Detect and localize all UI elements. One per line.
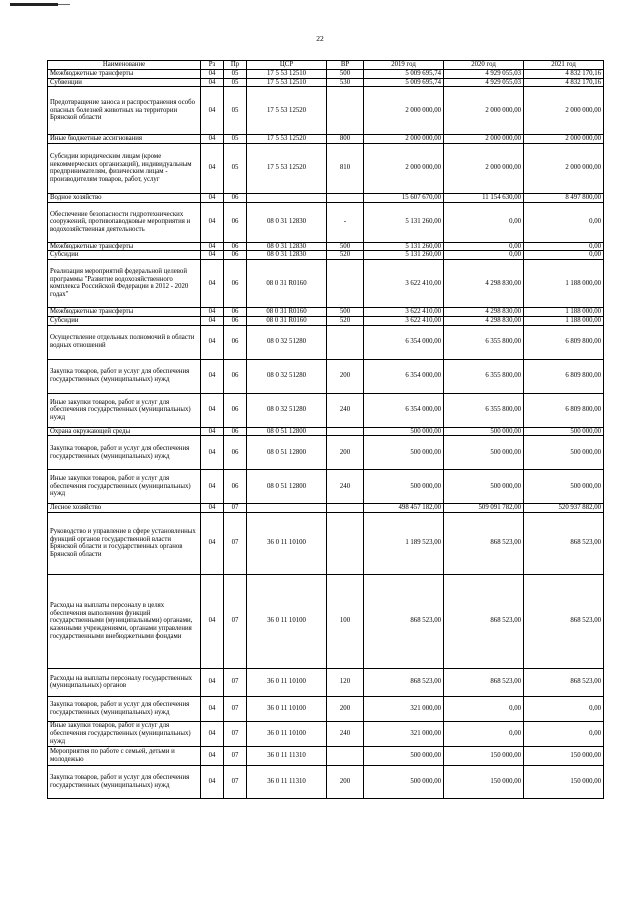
row-rz: 04: [201, 143, 224, 193]
row-amount-2021: 500 000,00: [524, 427, 604, 436]
row-rz: 04: [201, 87, 224, 135]
row-pr: 06: [224, 470, 247, 504]
row-name: Закупка товаров, работ и услуг для обеспечения государственных (муниципальных) нужд: [48, 765, 201, 798]
row-name: Субсидии: [48, 251, 201, 260]
col-header-vr: ВР: [327, 61, 364, 70]
row-amount-2020: 150 000,00: [444, 746, 524, 765]
row-csr: 08 0 31 12830: [247, 202, 327, 242]
col-header-2020: 2020 год: [444, 61, 524, 70]
table-row: [48, 251, 604, 260]
row-rz: 04: [201, 135, 224, 144]
row-name: Обеспечение безопасности гидротехнических сооружений, противопаводковые мероприятия и водохозяйственная деятельность: [48, 202, 201, 242]
row-vr: 500: [327, 70, 364, 79]
row-name: Иные закупки товаров, работ и услуг для обеспечения государственных (муниципальных) нужд: [48, 393, 201, 427]
row-amount-2020: 868 523,00: [444, 668, 524, 696]
table-row: [48, 70, 604, 79]
row-pr: 06: [224, 325, 247, 359]
row-name: Закупка товаров, работ и услуг для обеспечения государственных (муниципальных) нужд: [48, 436, 201, 470]
row-csr: 17 5 53 12520: [247, 135, 327, 144]
row-amount-2019: 321 000,00: [364, 696, 444, 721]
table-row: [48, 325, 604, 359]
row-vr: 200: [327, 436, 364, 470]
scan-edge-mark: [58, 4, 70, 5]
row-vr: [327, 259, 364, 307]
row-amount-2020: 4 298 830,00: [444, 307, 524, 316]
row-name: Межбюджетные трансферты: [48, 307, 201, 316]
row-amount-2019: 498 457 182,00: [364, 504, 444, 513]
row-vr: 520: [327, 316, 364, 325]
row-rz: 04: [201, 78, 224, 87]
row-amount-2019: 500 000,00: [364, 746, 444, 765]
row-amount-2020: 868 523,00: [444, 512, 524, 574]
page-number: 22: [316, 34, 324, 43]
row-amount-2019: 868 523,00: [364, 668, 444, 696]
row-csr: 36 0 11 11310: [247, 746, 327, 765]
row-vr: 240: [327, 721, 364, 746]
row-name: Иные закупки товаров, работ и услуг для обеспечения государственных (муниципальных) нужд: [48, 721, 201, 746]
row-pr: 05: [224, 87, 247, 135]
row-pr: 05: [224, 135, 247, 144]
table-header-row: [48, 61, 604, 70]
row-vr: [327, 512, 364, 574]
table-row: [48, 242, 604, 251]
row-csr: 36 0 11 10100: [247, 721, 327, 746]
col-header-pr: Пр: [224, 61, 247, 70]
row-amount-2019: 2 000 000,00: [364, 143, 444, 193]
row-name: Осуществление отдельных полномочий в области водных отношений: [48, 325, 201, 359]
row-rz: 04: [201, 668, 224, 696]
row-amount-2021: 868 523,00: [524, 668, 604, 696]
row-pr: 05: [224, 70, 247, 79]
row-amount-2020: 4 298 830,00: [444, 316, 524, 325]
table-row: [48, 202, 604, 242]
row-rz: 04: [201, 242, 224, 251]
table-row: [48, 436, 604, 470]
row-amount-2020: 0,00: [444, 696, 524, 721]
col-header-2021: 2021 год: [524, 61, 604, 70]
row-vr: [327, 193, 364, 202]
budget-table: [47, 60, 604, 799]
col-header-name: Наименование: [48, 61, 201, 70]
row-vr: 200: [327, 696, 364, 721]
row-csr: 08 0 32 51280: [247, 325, 327, 359]
row-amount-2021: 2 000 000,00: [524, 87, 604, 135]
row-amount-2019: 321 000,00: [364, 721, 444, 746]
row-amount-2020: 500 000,00: [444, 427, 524, 436]
row-amount-2019: 5 131 260,00: [364, 242, 444, 251]
row-csr: 17 5 53 12510: [247, 70, 327, 79]
row-pr: 06: [224, 242, 247, 251]
row-name: Предотвращение заноса и распространения особо опасных болезней животных на территории Брянской области: [48, 87, 201, 135]
table-row: [48, 143, 604, 193]
table-row: [48, 87, 604, 135]
row-pr: 07: [224, 668, 247, 696]
row-amount-2021: 150 000,00: [524, 746, 604, 765]
row-vr: [327, 746, 364, 765]
row-rz: 04: [201, 193, 224, 202]
row-rz: 04: [201, 470, 224, 504]
row-amount-2020: 0,00: [444, 721, 524, 746]
row-name: Реализация мероприятий федеральной целевой программы "Развитие водохозяйственного комплекса Российской Федерации в 2012 - 2020 годах": [48, 259, 201, 307]
row-rz: 04: [201, 427, 224, 436]
row-amount-2020: 2 000 000,00: [444, 143, 524, 193]
row-amount-2021: 4 832 170,16: [524, 70, 604, 79]
row-amount-2020: 0,00: [444, 242, 524, 251]
table-row: [48, 504, 604, 513]
row-name: Лесное хозяйство: [48, 504, 201, 513]
row-rz: 04: [201, 512, 224, 574]
row-csr: [247, 193, 327, 202]
row-vr: -: [327, 202, 364, 242]
row-amount-2019: 5 131 260,00: [364, 251, 444, 260]
row-csr: 08 0 32 51280: [247, 359, 327, 393]
row-amount-2021: 0,00: [524, 696, 604, 721]
row-name: Иные бюджетные ассигнования: [48, 135, 201, 144]
row-amount-2019: 3 622 410,00: [364, 316, 444, 325]
row-pr: 06: [224, 316, 247, 325]
row-amount-2020: 2 000 000,00: [444, 135, 524, 144]
scan-edge-mark: [10, 3, 58, 6]
row-amount-2020: 4 929 055,03: [444, 78, 524, 87]
row-name: Расходы на выплаты персоналу государственных (муниципальных) органов: [48, 668, 201, 696]
row-vr: 530: [327, 78, 364, 87]
row-csr: 08 0 51 12800: [247, 470, 327, 504]
row-amount-2019: 3 622 410,00: [364, 307, 444, 316]
row-csr: 36 0 11 10100: [247, 696, 327, 721]
row-pr: 06: [224, 251, 247, 260]
row-amount-2020: 11 154 630,00: [444, 193, 524, 202]
row-amount-2021: 868 523,00: [524, 574, 604, 668]
row-rz: 04: [201, 259, 224, 307]
col-header-csr: ЦСР: [247, 61, 327, 70]
row-rz: 04: [201, 70, 224, 79]
row-amount-2021: 2 000 000,00: [524, 135, 604, 144]
row-csr: 08 0 31 12830: [247, 251, 327, 260]
row-vr: [327, 427, 364, 436]
row-rz: 04: [201, 359, 224, 393]
row-amount-2019: 5 009 695,74: [364, 78, 444, 87]
table-row: [48, 765, 604, 798]
row-name: Водное хозяйство: [48, 193, 201, 202]
row-name: Закупка товаров, работ и услуг для обеспечения государственных (муниципальных) нужд: [48, 696, 201, 721]
row-amount-2021: 4 832 170,16: [524, 78, 604, 87]
row-amount-2021: 2 000 000,00: [524, 143, 604, 193]
table-row: [48, 721, 604, 746]
row-amount-2019: 500 000,00: [364, 436, 444, 470]
row-amount-2019: 500 000,00: [364, 470, 444, 504]
row-csr: 36 0 11 11310: [247, 765, 327, 798]
col-header-2019: 2019 год: [364, 61, 444, 70]
row-amount-2019: 5 131 260,00: [364, 202, 444, 242]
row-rz: 04: [201, 393, 224, 427]
row-csr: 08 0 31 R0160: [247, 316, 327, 325]
row-rz: 04: [201, 436, 224, 470]
row-csr: [247, 504, 327, 513]
col-header-rz: Рз: [201, 61, 224, 70]
row-csr: 08 0 51 12800: [247, 427, 327, 436]
row-amount-2021: 6 809 800,00: [524, 393, 604, 427]
row-amount-2021: 520 937 882,00: [524, 504, 604, 513]
row-amount-2021: 6 809 800,00: [524, 325, 604, 359]
row-rz: 04: [201, 307, 224, 316]
row-vr: 100: [327, 574, 364, 668]
row-csr: 36 0 11 10100: [247, 512, 327, 574]
row-rz: 04: [201, 202, 224, 242]
row-amount-2020: 6 355 800,00: [444, 393, 524, 427]
row-amount-2021: 8 497 800,00: [524, 193, 604, 202]
row-name: Расходы на выплаты персоналу в целях обеспечения выполнения функций государственными (муниципальными) органами, казенными учреждениями, органами управления государственными внебюджетными фондами: [48, 574, 201, 668]
row-rz: 04: [201, 696, 224, 721]
row-amount-2020: 509 091 782,00: [444, 504, 524, 513]
table-row: [48, 512, 604, 574]
row-rz: 04: [201, 316, 224, 325]
row-rz: 04: [201, 325, 224, 359]
table-row: [48, 78, 604, 87]
row-amount-2020: 150 000,00: [444, 765, 524, 798]
table-row: [48, 307, 604, 316]
table-row: [48, 135, 604, 144]
row-amount-2020: 0,00: [444, 251, 524, 260]
row-pr: 07: [224, 504, 247, 513]
row-vr: 240: [327, 470, 364, 504]
row-pr: 07: [224, 765, 247, 798]
row-vr: 500: [327, 242, 364, 251]
row-amount-2021: 0,00: [524, 251, 604, 260]
row-amount-2019: 6 354 000,00: [364, 325, 444, 359]
row-name: Охрана окружающей среды: [48, 427, 201, 436]
row-amount-2021: 1 188 000,00: [524, 316, 604, 325]
row-amount-2019: 868 523,00: [364, 574, 444, 668]
row-csr: 17 5 53 12510: [247, 78, 327, 87]
row-vr: [327, 87, 364, 135]
row-csr: 08 0 32 51280: [247, 393, 327, 427]
row-amount-2020: 6 355 800,00: [444, 325, 524, 359]
table-row: [48, 393, 604, 427]
row-amount-2019: 500 000,00: [364, 427, 444, 436]
row-name: Мероприятия по работе с семьей, детьми и молодежью: [48, 746, 201, 765]
table-row: [48, 668, 604, 696]
row-amount-2019: 500 000,00: [364, 765, 444, 798]
row-vr: 240: [327, 393, 364, 427]
row-csr: 17 5 53 12520: [247, 87, 327, 135]
table-row: [48, 746, 604, 765]
row-vr: [327, 325, 364, 359]
row-name: Межбюджетные трансферты: [48, 70, 201, 79]
row-amount-2021: 868 523,00: [524, 512, 604, 574]
row-vr: 200: [327, 765, 364, 798]
row-pr: 07: [224, 574, 247, 668]
row-amount-2021: 0,00: [524, 202, 604, 242]
row-pr: 06: [224, 359, 247, 393]
row-amount-2021: 500 000,00: [524, 436, 604, 470]
row-name: Закупка товаров, работ и услуг для обеспечения государственных (муниципальных) нужд: [48, 359, 201, 393]
row-name: Субсидии юридическим лицам (кроме некоммерческих организаций), индивидуальным предпринимателям, физическим лицам - производителям товаров, работ, услуг: [48, 143, 201, 193]
row-pr: 07: [224, 746, 247, 765]
row-pr: 05: [224, 143, 247, 193]
row-csr: 08 0 31 R0160: [247, 307, 327, 316]
row-amount-2021: 0,00: [524, 721, 604, 746]
row-rz: 04: [201, 574, 224, 668]
row-csr: 08 0 51 12800: [247, 436, 327, 470]
row-amount-2019: 2 000 000,00: [364, 135, 444, 144]
table-row: [48, 574, 604, 668]
row-amount-2020: 6 355 800,00: [444, 359, 524, 393]
row-vr: 810: [327, 143, 364, 193]
table-row: [48, 193, 604, 202]
row-csr: 17 5 53 12520: [247, 143, 327, 193]
row-amount-2020: 4 929 055,03: [444, 70, 524, 79]
row-pr: 06: [224, 202, 247, 242]
row-pr: 06: [224, 307, 247, 316]
table-row: [48, 470, 604, 504]
row-pr: 06: [224, 393, 247, 427]
row-amount-2020: 0,00: [444, 202, 524, 242]
row-vr: [327, 504, 364, 513]
row-pr: 06: [224, 193, 247, 202]
row-amount-2021: 0,00: [524, 242, 604, 251]
row-name: Межбюджетные трансферты: [48, 242, 201, 251]
table-row: [48, 359, 604, 393]
row-name: Руководство и управление в сфере установленных функций органов государственной власти Брянской области и государственных органов Брянской области: [48, 512, 201, 574]
row-pr: 07: [224, 696, 247, 721]
row-amount-2019: 3 622 410,00: [364, 259, 444, 307]
row-amount-2019: 5 009 695,74: [364, 70, 444, 79]
row-csr: 36 0 11 10100: [247, 668, 327, 696]
table-row: [48, 316, 604, 325]
row-name: Субвенции: [48, 78, 201, 87]
row-amount-2019: 1 189 523,00: [364, 512, 444, 574]
row-rz: 04: [201, 504, 224, 513]
row-amount-2021: 1 188 000,00: [524, 259, 604, 307]
row-amount-2019: 6 354 000,00: [364, 359, 444, 393]
row-amount-2019: 15 607 670,00: [364, 193, 444, 202]
row-amount-2019: 2 000 000,00: [364, 87, 444, 135]
row-amount-2021: 150 000,00: [524, 765, 604, 798]
row-vr: 520: [327, 251, 364, 260]
row-vr: 120: [327, 668, 364, 696]
row-pr: 06: [224, 427, 247, 436]
row-vr: 800: [327, 135, 364, 144]
row-amount-2020: 500 000,00: [444, 470, 524, 504]
row-amount-2020: 500 000,00: [444, 436, 524, 470]
row-amount-2020: 868 523,00: [444, 574, 524, 668]
row-pr: 05: [224, 78, 247, 87]
row-pr: 07: [224, 721, 247, 746]
row-rz: 04: [201, 746, 224, 765]
row-csr: 08 0 31 R0160: [247, 259, 327, 307]
row-amount-2021: 500 000,00: [524, 470, 604, 504]
row-rz: 04: [201, 721, 224, 746]
row-amount-2019: 6 354 000,00: [364, 393, 444, 427]
row-amount-2021: 6 809 800,00: [524, 359, 604, 393]
row-vr: 500: [327, 307, 364, 316]
table-row: [48, 259, 604, 307]
row-name: Иные закупки товаров, работ и услуг для обеспечения государственных (муниципальных) нужд: [48, 470, 201, 504]
row-amount-2020: 2 000 000,00: [444, 87, 524, 135]
table-row: [48, 427, 604, 436]
row-csr: 36 0 11 10100: [247, 574, 327, 668]
row-csr: 08 0 31 12830: [247, 242, 327, 251]
row-vr: 200: [327, 359, 364, 393]
row-rz: 04: [201, 765, 224, 798]
row-rz: 04: [201, 251, 224, 260]
row-name: Субсидии: [48, 316, 201, 325]
row-pr: 06: [224, 436, 247, 470]
row-pr: 07: [224, 512, 247, 574]
row-amount-2021: 1 188 000,00: [524, 307, 604, 316]
row-amount-2020: 4 298 830,00: [444, 259, 524, 307]
table-row: [48, 696, 604, 721]
row-pr: 06: [224, 259, 247, 307]
